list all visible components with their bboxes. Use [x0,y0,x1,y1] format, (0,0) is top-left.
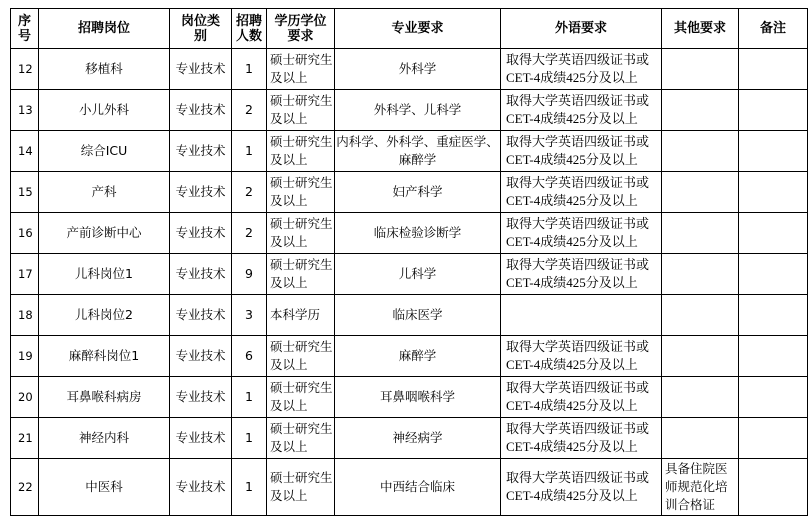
cell-major: 中西结合临床 [335,459,501,516]
cell-count: 1 [232,131,267,172]
cell-language: 取得大学英语四级证书或CET-4成绩425分及以上 [501,336,662,377]
cell-language: 取得大学英语四级证书或CET-4成绩425分及以上 [501,418,662,459]
cell-degree: 本科学历 [267,295,335,336]
cell-category: 专业技术 [170,213,232,254]
cell-count: 2 [232,90,267,131]
cell-position: 综合ICU [39,131,170,172]
cell-count: 1 [232,459,267,516]
header-count: 招聘人数 [232,9,267,49]
cell-other [662,49,739,90]
cell-remark [739,418,808,459]
cell-remark [739,131,808,172]
cell-other [662,131,739,172]
cell-major: 临床医学 [335,295,501,336]
recruitment-table [10,8,808,516]
cell-language: 取得大学英语四级证书或CET-4成绩425分及以上 [501,459,662,516]
cell-position: 儿科岗位2 [39,295,170,336]
header-row [11,9,808,49]
header-remark: 备注 [739,9,808,49]
table-row [11,49,808,90]
cell-major: 外科学 [335,49,501,90]
header-major: 专业要求 [335,9,501,49]
cell-major: 外科学、儿科学 [335,90,501,131]
table-row [11,90,808,131]
cell-category: 专业技术 [170,459,232,516]
cell-other: 具备住院医师规范化培训合格证 [662,459,739,516]
cell-degree: 硕士研究生及以上 [267,336,335,377]
cell-no: 18 [11,295,39,336]
cell-other [662,213,739,254]
header-position: 招聘岗位 [39,9,170,49]
cell-category: 专业技术 [170,49,232,90]
cell-major: 儿科学 [335,254,501,295]
cell-position: 移植科 [39,49,170,90]
cell-major: 麻醉学 [335,336,501,377]
table-row [11,131,808,172]
cell-major: 耳鼻咽喉科学 [335,377,501,418]
cell-count: 1 [232,49,267,90]
cell-remark [739,172,808,213]
table-row [11,172,808,213]
cell-position: 耳鼻喉科病房 [39,377,170,418]
header-language: 外语要求 [501,9,662,49]
cell-no: 19 [11,336,39,377]
cell-remark [739,295,808,336]
cell-other [662,295,739,336]
cell-degree: 硕士研究生及以上 [267,90,335,131]
cell-no: 16 [11,213,39,254]
cell-major: 内科学、外科学、重症医学、麻醉学 [335,131,501,172]
cell-position: 麻醉科岗位1 [39,336,170,377]
cell-position: 儿科岗位1 [39,254,170,295]
cell-no: 17 [11,254,39,295]
cell-category: 专业技术 [170,172,232,213]
cell-position: 中医科 [39,459,170,516]
cell-count: 6 [232,336,267,377]
cell-language: 取得大学英语四级证书或CET-4成绩425分及以上 [501,213,662,254]
cell-degree: 硕士研究生及以上 [267,459,335,516]
cell-no: 20 [11,377,39,418]
cell-major: 妇产科学 [335,172,501,213]
table-row [11,295,808,336]
cell-position: 产科 [39,172,170,213]
cell-no: 13 [11,90,39,131]
table-row [11,459,808,516]
cell-category: 专业技术 [170,131,232,172]
table-row [11,254,808,295]
cell-count: 3 [232,295,267,336]
cell-degree: 硕士研究生及以上 [267,418,335,459]
header-category: 岗位类别 [170,9,232,49]
cell-no: 14 [11,131,39,172]
cell-category: 专业技术 [170,295,232,336]
cell-major: 临床检验诊断学 [335,213,501,254]
cell-remark [739,459,808,516]
table-row [11,213,808,254]
cell-language: 取得大学英语四级证书或CET-4成绩425分及以上 [501,131,662,172]
cell-other [662,336,739,377]
table-row [11,418,808,459]
cell-language: 取得大学英语四级证书或CET-4成绩425分及以上 [501,49,662,90]
cell-no: 21 [11,418,39,459]
cell-degree: 硕士研究生及以上 [267,131,335,172]
cell-remark [739,336,808,377]
cell-remark [739,377,808,418]
cell-language: 取得大学英语四级证书或CET-4成绩425分及以上 [501,377,662,418]
table-row [11,336,808,377]
cell-other [662,254,739,295]
header-degree: 学历学位要求 [267,9,335,49]
cell-count: 1 [232,377,267,418]
cell-count: 2 [232,172,267,213]
cell-position: 小儿外科 [39,90,170,131]
cell-position: 神经内科 [39,418,170,459]
cell-category: 专业技术 [170,418,232,459]
cell-language: 取得大学英语四级证书或CET-4成绩425分及以上 [501,172,662,213]
cell-degree: 硕士研究生及以上 [267,377,335,418]
cell-other [662,90,739,131]
cell-category: 专业技术 [170,377,232,418]
cell-no: 22 [11,459,39,516]
cell-category: 专业技术 [170,90,232,131]
cell-degree: 硕士研究生及以上 [267,254,335,295]
cell-remark [739,213,808,254]
cell-count: 1 [232,418,267,459]
cell-degree: 硕士研究生及以上 [267,213,335,254]
cell-category: 专业技术 [170,336,232,377]
cell-category: 专业技术 [170,254,232,295]
cell-language [501,295,662,336]
cell-position: 产前诊断中心 [39,213,170,254]
cell-major: 神经病学 [335,418,501,459]
cell-remark [739,254,808,295]
cell-other [662,377,739,418]
table-row [11,377,808,418]
cell-remark [739,49,808,90]
cell-degree: 硕士研究生及以上 [267,49,335,90]
cell-count: 2 [232,213,267,254]
cell-other [662,172,739,213]
cell-remark [739,90,808,131]
cell-count: 9 [232,254,267,295]
cell-other [662,418,739,459]
cell-degree: 硕士研究生及以上 [267,172,335,213]
cell-language: 取得大学英语四级证书或CET-4成绩425分及以上 [501,254,662,295]
cell-no: 15 [11,172,39,213]
cell-language: 取得大学英语四级证书或CET-4成绩425分及以上 [501,90,662,131]
header-other: 其他要求 [662,9,739,49]
cell-no: 12 [11,49,39,90]
header-no: 序号 [11,9,39,49]
